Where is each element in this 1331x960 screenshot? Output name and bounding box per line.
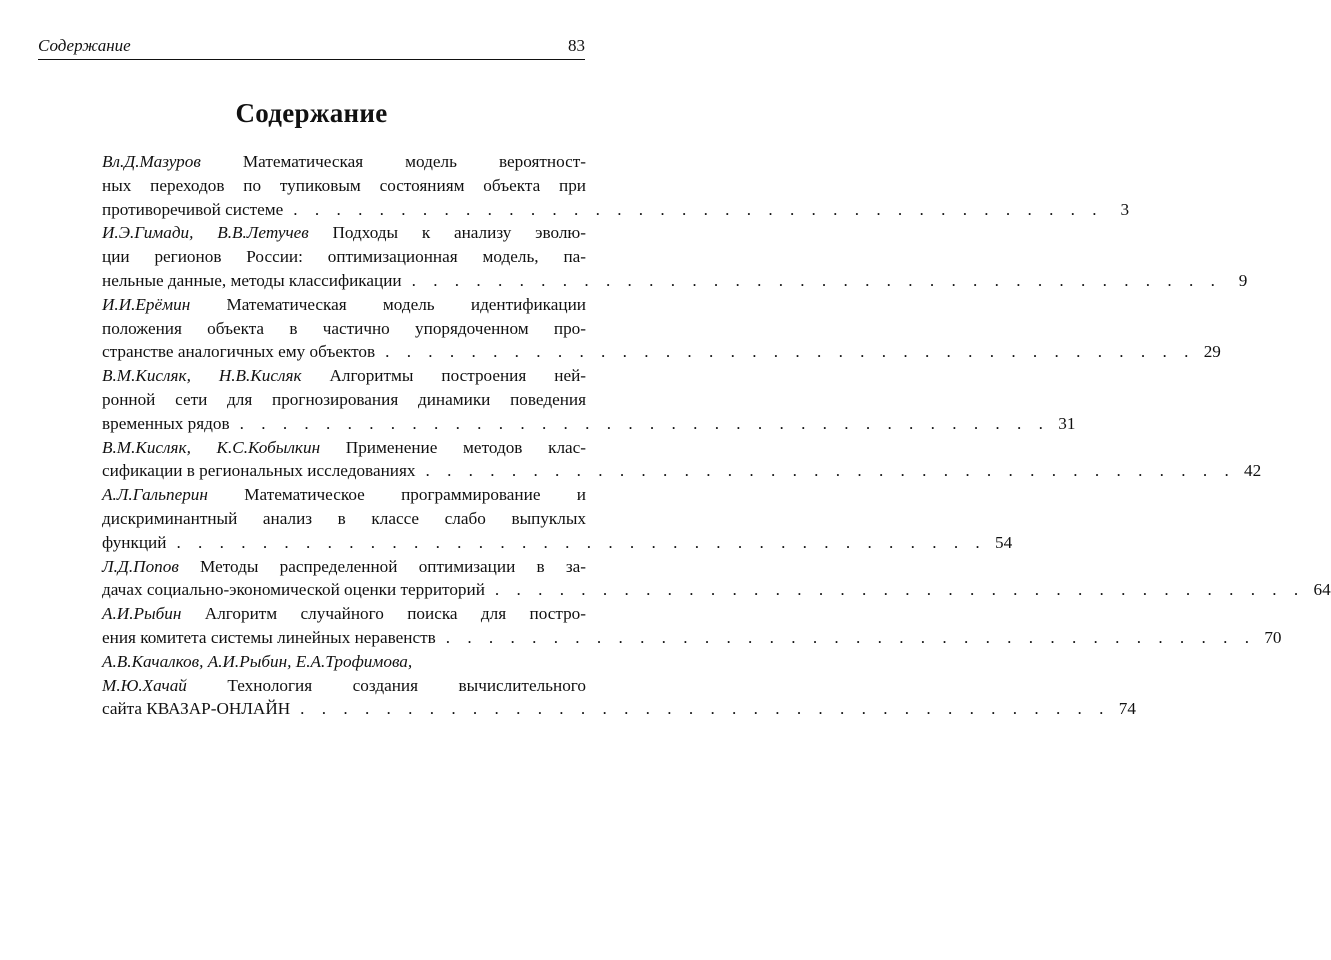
toc-entry-line bbox=[102, 674, 586, 698]
toc-text: ных переходов по тупиковым состояниям объекта при bbox=[102, 175, 586, 195]
toc-entry-line bbox=[102, 436, 586, 460]
toc-entry-last-line bbox=[102, 531, 1013, 555]
toc-text: Технология создания вычислительного bbox=[186, 675, 586, 695]
toc-entry-line bbox=[102, 555, 586, 579]
toc-entry-line bbox=[102, 317, 586, 341]
toc-author: И.И.Ерёмин bbox=[102, 294, 191, 314]
dot-leader: . . . . . . . . . . . . . . . . . . . . . . . . . . . . . . . . . . . . . . bbox=[425, 461, 1236, 481]
toc-entry-line bbox=[102, 221, 586, 245]
toc-entry-last-line bbox=[102, 626, 1282, 650]
toc-author: А.И.Рыбин bbox=[102, 604, 182, 624]
toc-text: странстве аналогичных ему объектов bbox=[102, 342, 376, 362]
toc-entry-line bbox=[102, 293, 586, 317]
dot-leader: . . . . . . . . . . . . . . . . . . . . . . . . . . . . . . . . . . . . . . bbox=[411, 270, 1222, 290]
dot-leader: . . . . . . . . . . . . . . . . . . . . . . . . . . . . . . . . . . . . . . bbox=[176, 532, 987, 552]
dot-leader: . . . . . . . . . . . . . . . . . . . . . . . . . . . . . . . . . . . . . . bbox=[385, 342, 1195, 362]
toc-page-number: 29 bbox=[1203, 342, 1221, 362]
toc-author: А.В.Качалков, А.И.Рыбин, Е.А.Трофимова, bbox=[102, 651, 413, 671]
toc-entry-last-line bbox=[102, 412, 1076, 436]
toc-entry-line bbox=[102, 507, 586, 531]
toc-entry[interactable] bbox=[102, 436, 1262, 484]
toc-entry[interactable] bbox=[102, 650, 1136, 721]
dot-leader: . . . . . . . . . . . . . . . . . . . . . . . . . . . . . . . . . . . . . . bbox=[494, 580, 1305, 600]
page-title: Содержание bbox=[235, 98, 388, 128]
toc-entry-line bbox=[102, 388, 586, 412]
toc-entry-line bbox=[102, 650, 586, 674]
toc-text: ронной сети для прогнозирования динамики поведения bbox=[102, 389, 586, 409]
toc-entry-last-line bbox=[102, 578, 1331, 602]
toc-author: Вл.Д.Мазуров bbox=[102, 152, 201, 171]
dot-leader: . . . . . . . . . . . . . . . . . . . . . . . . . . . . . . . . . . . . . . bbox=[300, 699, 1110, 719]
toc-text: Подходы к анализу эволю- bbox=[308, 223, 586, 243]
toc-entry-line bbox=[102, 150, 586, 174]
toc-text: Методы распределенной оптимизации в за- bbox=[178, 556, 586, 576]
toc-entry-line bbox=[102, 174, 586, 198]
toc-entry-last-line bbox=[102, 269, 1248, 293]
toc-text: Математическое программирование и bbox=[207, 485, 586, 505]
toc-text: Математическая модель идентификации bbox=[190, 294, 586, 314]
toc-page-number: 3 bbox=[1120, 199, 1130, 219]
toc-page-number: 70 bbox=[1264, 627, 1282, 647]
dot-leader: . . . . . . . . . . . . . . . . . . . . . . . . . . . . . . . . . . . . . . bbox=[293, 199, 1104, 219]
toc-text: противоречивой системе bbox=[102, 199, 284, 219]
toc-page-number: 31 bbox=[1058, 413, 1076, 433]
toc-author: А.Л.Гальперин bbox=[102, 485, 208, 505]
toc-text: нельные данные, методы классификации bbox=[102, 270, 402, 290]
toc-author: В.М.Кисляк, Н.В.Кисляк bbox=[102, 366, 302, 386]
running-title: Содержание bbox=[38, 36, 131, 55]
toc-entry-last-line bbox=[102, 459, 1262, 483]
toc-text: сайта КВАЗАР-ОНЛАЙН bbox=[102, 699, 291, 719]
toc-entry[interactable] bbox=[102, 555, 1331, 603]
toc-entry-line bbox=[102, 483, 586, 507]
toc-text: временных рядов bbox=[102, 413, 230, 433]
toc-entry[interactable] bbox=[102, 483, 1013, 554]
toc-page-number: 9 bbox=[1238, 270, 1248, 290]
toc-text: Применение методов клас- bbox=[320, 437, 587, 457]
toc-entry[interactable] bbox=[102, 221, 1248, 292]
toc-text: ения комитета системы линейных неравенств bbox=[102, 627, 436, 647]
toc-page-number: 42 bbox=[1244, 461, 1262, 481]
running-header bbox=[38, 30, 585, 60]
toc-page-number: 54 bbox=[995, 532, 1013, 552]
toc-entry-line bbox=[102, 245, 586, 269]
toc-entry[interactable] bbox=[102, 364, 1076, 435]
toc-text: дискриминантный анализ в классе слабо выпуклых bbox=[102, 508, 586, 528]
toc-entry[interactable] bbox=[102, 150, 1130, 221]
toc-entry[interactable] bbox=[102, 293, 1221, 364]
toc-text: ции регионов России: оптимизационная модель, па- bbox=[102, 247, 586, 267]
toc-text: функций bbox=[102, 532, 167, 552]
toc-text: Алгоритм случайного поиска для постро- bbox=[181, 604, 586, 624]
toc-author: Л.Д.Попов bbox=[102, 556, 179, 576]
toc-author: В.М.Кисляк, К.С.Кобылкин bbox=[102, 437, 321, 457]
page-number: 83 bbox=[568, 36, 585, 55]
table-of-contents bbox=[102, 150, 1331, 721]
toc-text: Математическая модель вероятност- bbox=[200, 152, 586, 171]
toc-text: Алгоритмы построения ней- bbox=[301, 366, 587, 386]
toc-entry-last-line bbox=[102, 697, 1136, 721]
toc-text: положения объекта в частично упорядоченном про- bbox=[102, 318, 586, 338]
toc-entry-last-line bbox=[102, 340, 1221, 364]
toc-page-number: 64 bbox=[1313, 580, 1331, 600]
dot-leader: . . . . . . . . . . . . . . . . . . . . . . . . . . . . . . . . . . . . . . bbox=[239, 413, 1050, 433]
toc-page-number: 74 bbox=[1118, 699, 1136, 719]
dot-leader: . . . . . . . . . . . . . . . . . . . . . . . . . . . . . . . . . . . . . . bbox=[445, 627, 1256, 647]
toc-text: дачах социально-экономической оценки территорий bbox=[102, 580, 485, 600]
toc-author: М.Ю.Хачай bbox=[102, 675, 187, 695]
toc-entry-last-line bbox=[102, 198, 1130, 222]
toc-text: сификации в региональных исследованиях bbox=[102, 461, 416, 481]
toc-entry-line bbox=[102, 602, 586, 626]
toc-author: И.Э.Гимади, В.В.Летучев bbox=[102, 223, 309, 243]
toc-entry[interactable] bbox=[102, 602, 1282, 650]
toc-entry-line bbox=[102, 364, 586, 388]
